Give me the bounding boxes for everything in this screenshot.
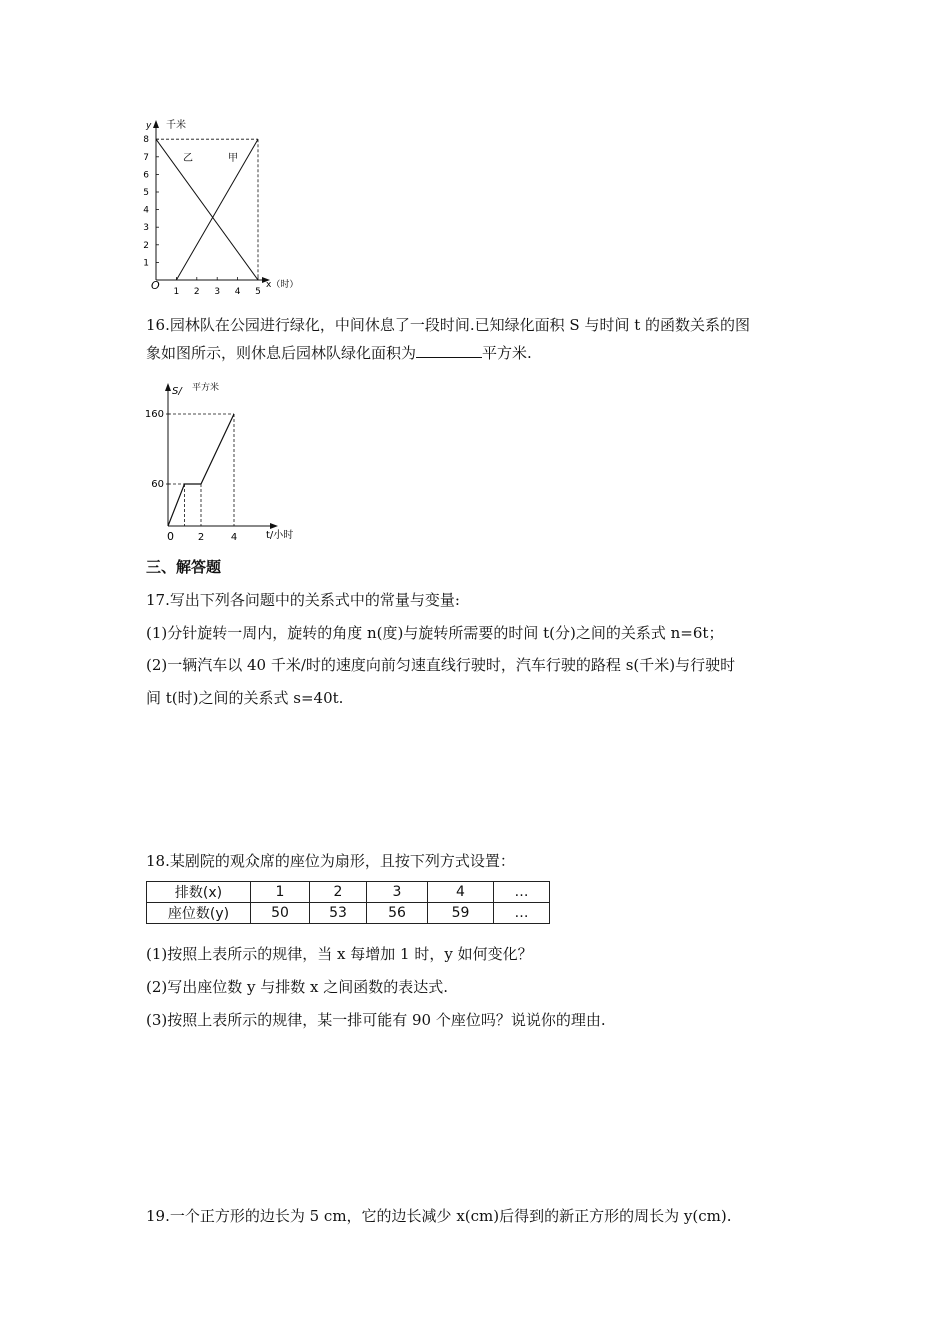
y-tick-label: 1 [143, 258, 149, 269]
x-tick-label: 5 [255, 287, 261, 294]
line-yi [156, 139, 258, 280]
line-yi-label: 乙 [183, 153, 193, 164]
q19-stem: 19.一个正方形的边长为 5 cm，它的边长减少 x(cm)后得到的新正方形的周长为 y(cm). [146, 1207, 732, 1225]
y-axis-arrow [165, 383, 171, 391]
table-cell: 排数(x) [147, 882, 251, 903]
y-tick-label: 60 [151, 479, 164, 490]
table-cell: 59 [428, 903, 494, 924]
y-tick-label: 6 [143, 170, 149, 181]
x-axis-label: x（时） [266, 280, 299, 290]
table-cell: 56 [367, 903, 428, 924]
x-axis-arrow [270, 523, 278, 529]
y-tick-label: 2 [143, 240, 149, 251]
table-row [147, 882, 550, 903]
q17-part2-line2: 间 t(时)之间的关系式 s=40t. [146, 689, 344, 707]
q16-line2-prefix: 象如图所示，则休息后园林队绿化面积为 [146, 344, 417, 362]
q18-stem: 18.某剧院的观众席的座位为扇形，且按下列方式设置： [146, 852, 515, 870]
x-tick-label: 4 [230, 532, 238, 543]
area-time-graph [140, 378, 300, 548]
origin-label: 0 [167, 530, 174, 543]
x-tick-label: 1 [173, 287, 180, 294]
y-axis-label: y [146, 121, 152, 131]
line-jia-label: 甲 [228, 153, 238, 164]
y-unit-label: 千米 [166, 120, 186, 131]
table-cell: 2 [310, 882, 367, 903]
q18-part1: (1)按照上表所示的规律，当 x 每增加 1 时，y 如何变化？ [146, 945, 533, 963]
q17-stem: 17.写出下列各问题中的关系式中的常量与变量: [146, 591, 460, 609]
y-tick-label: 160 [144, 409, 164, 420]
x-tick-label: 2 [193, 287, 200, 294]
table-cell: 4 [428, 882, 494, 903]
y-unit-label: 平方米 [192, 383, 220, 393]
q17-part1: (1)分针旋转一周内，旋转的角度 n(度)与旋转所需要的时间 t(分)之间的关系式 n=6t； [146, 624, 724, 642]
y-tick-label: 8 [143, 135, 149, 146]
x-axis-label: t/小时 [266, 530, 294, 541]
table-cell: … [494, 882, 550, 903]
x-tick-label: 3 [214, 287, 221, 294]
y-tick-label: 5 [143, 188, 149, 198]
section-heading: 三、解答题 [146, 558, 222, 576]
table-cell: 3 [367, 882, 428, 903]
q18-part3: (3)按照上表所示的规律，某一排可能有 90 个座位吗？说说你的理由. [146, 1011, 606, 1029]
table-cell: 座位数(y) [147, 903, 251, 924]
x-tick-label: 2 [197, 532, 205, 543]
y-tick-label: 4 [143, 205, 149, 216]
table-row [147, 903, 550, 924]
table-cell: … [494, 903, 550, 924]
q17-part2-line1: (2)一辆汽车以 40 千米/时的速度向前匀速直线行驶时，汽车行驶的路程 s(千米)与行驶时 [146, 656, 736, 674]
y-tick-label: 3 [143, 223, 149, 234]
seat-table [146, 881, 550, 924]
table-cell: 53 [310, 903, 367, 924]
y-axis-arrow [153, 120, 159, 128]
y-axis-label: S/ [172, 386, 182, 397]
answer-blank[interactable] [416, 343, 482, 358]
table-cell: 1 [251, 882, 310, 903]
origin-label: O [151, 279, 160, 292]
table-cell: 50 [251, 903, 310, 924]
distance-time-graph [138, 114, 308, 294]
q16-line2-suffix: 平方米. [482, 344, 532, 362]
q16-line1: 16.园林队在公园进行绿化，中间休息了一段时间.已知绿化面积 S 与时间 t 的函数关系的图 [146, 316, 751, 334]
q18-part2: (2)写出座位数 y 与排数 x 之间函数的表达式. [146, 978, 449, 996]
q16-line2 [146, 343, 532, 363]
x-tick-label: 4 [234, 287, 241, 294]
y-tick-label: 7 [143, 152, 149, 163]
